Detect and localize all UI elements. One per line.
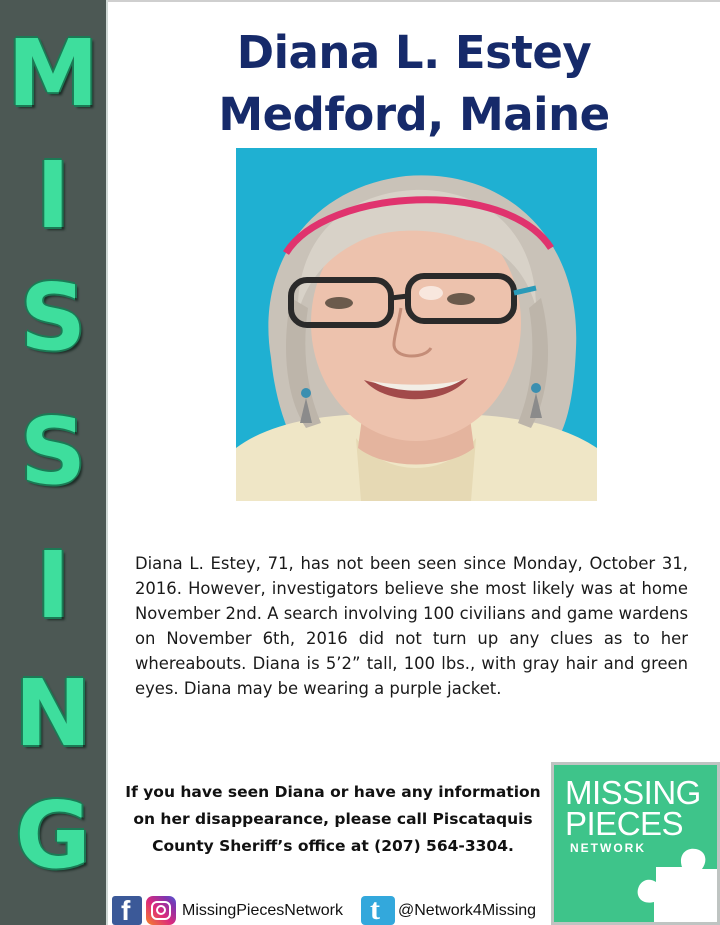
missing-person-photo	[236, 148, 597, 501]
contact-line: If you have seen Diana or have any information	[125, 783, 541, 801]
logo-word-pieces: PIECES	[565, 805, 684, 842]
top-border	[108, 0, 720, 2]
instagram-icon[interactable]	[146, 896, 176, 925]
facebook-handle[interactable]: MissingPiecesNetwork	[182, 902, 343, 919]
logo-word-missing: MISSING	[565, 774, 701, 811]
banner-letter-i: I	[35, 532, 71, 639]
contact-line: County Sheriff’s office at (207) 564-3304.	[152, 837, 514, 855]
banner-letter-n: N	[14, 660, 92, 767]
person-name: Diana L. Estey	[236, 26, 592, 79]
twitter-icon[interactable]: t	[361, 896, 395, 925]
facebook-icon[interactable]: f	[112, 896, 142, 925]
banner-letter-m: M	[7, 20, 99, 127]
logo-word-network: NETWORK	[570, 841, 646, 855]
case-description: Diana L. Estey, 71, has not been seen since Monday, October 31, 2016. However, investigators believe she most likely was at home November 2nd. A search involving 100 civilians and game wardens on November 6th, 2016 did not turn up any clues as to her whereabouts. Diana is 5’2” tall, 100 lbs., with gray hair and green eyes. Diana may be wearing a purple jacket.	[135, 554, 688, 698]
banner-letter-g: G	[15, 782, 91, 889]
banner-letter-s: S	[19, 264, 87, 371]
missing-banner	[0, 0, 108, 925]
contact-info	[118, 779, 548, 860]
portrait-illustration	[236, 148, 597, 501]
person-location: Medford, Maine	[218, 88, 610, 141]
banner-letter-i: I	[35, 142, 71, 249]
banner-letter-s: S	[19, 398, 87, 505]
twitter-handle[interactable]: @Network4Missing	[398, 902, 537, 919]
missing-pieces-logo	[551, 762, 720, 925]
puzzle-piece-icon	[634, 847, 720, 925]
contact-line: on her disappearance, please call Piscataquis	[133, 810, 533, 828]
